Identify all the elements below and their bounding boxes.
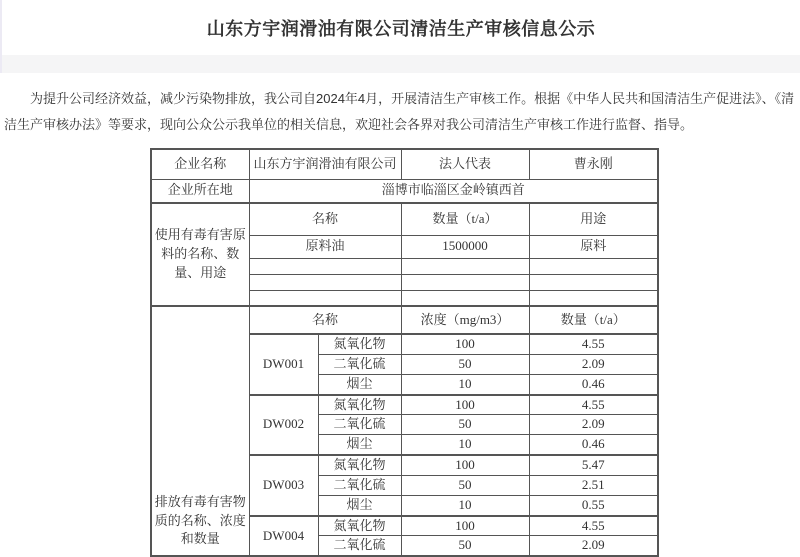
raw-material-name-cell (249, 274, 401, 290)
substance-cell: 二氧化硫 (318, 536, 401, 556)
outlet-id-cell: DW003 (249, 455, 318, 516)
qty-cell: 0.55 (529, 495, 658, 515)
qty-cell: 5.47 (529, 455, 658, 475)
raw-material-qty-cell (401, 258, 529, 274)
table-row (151, 203, 658, 235)
qty-cell: 2.09 (529, 354, 658, 374)
legal-rep-label-cell: 法人代表 (401, 149, 529, 179)
concentration-cell: 50 (401, 536, 529, 556)
concentration-cell: 100 (401, 516, 529, 536)
page-title: 山东方宇润滑油有限公司清洁生产审核信息公示 (206, 18, 596, 39)
substance-cell: 二氧化硫 (318, 415, 401, 435)
table-row (151, 179, 658, 203)
outlet-id-cell: DW004 (249, 516, 318, 557)
qty-cell: 0.46 (529, 435, 658, 455)
substance-cell: 氮氧化物 (318, 516, 401, 536)
substance-cell: 烟尘 (318, 495, 401, 515)
concentration-cell: 10 (401, 435, 529, 455)
qty-cell: 2.51 (529, 475, 658, 495)
raw-material-use-cell (529, 290, 658, 306)
raw-material-use-cell (529, 258, 658, 274)
emissions-col-name-cell: 名称 (249, 306, 401, 334)
location-label-cell: 企业所在地 (151, 179, 249, 203)
qty-cell: 2.09 (529, 415, 658, 435)
concentration-cell: 50 (401, 415, 529, 435)
raw-material-name-cell (249, 258, 401, 274)
concentration-cell: 10 (401, 495, 529, 515)
qty-cell: 0.46 (529, 374, 658, 394)
company-name-value-cell: 山东方宇润滑油有限公司 (249, 149, 401, 179)
raw-material-name-cell: 原料油 (249, 235, 401, 258)
raw-material-qty-cell (401, 290, 529, 306)
emissions-section-label-cell: 排放有毒有害物质的名称、浓度和数量 (151, 306, 249, 556)
header-divider-band (2, 55, 800, 73)
qty-cell: 4.55 (529, 516, 658, 536)
qty-cell: 2.09 (529, 536, 658, 556)
substance-cell: 二氧化硫 (318, 354, 401, 374)
substance-cell: 氮氧化物 (318, 334, 401, 354)
concentration-cell: 10 (401, 374, 529, 394)
location-value-cell: 淄博市临淄区金岭镇西首 (249, 179, 658, 203)
outlet-id-cell: DW002 (249, 395, 318, 456)
qty-cell: 4.55 (529, 334, 658, 354)
emissions-col-concentration-cell: 浓度（mg/m3） (401, 306, 529, 334)
concentration-cell: 50 (401, 354, 529, 374)
intro-paragraph: 为提升公司经济效益，减少污染物排放，我公司自2024年4月，开展清洁生产审核工作。根据《中华人民共和国清洁生产促进法》、《清洁生产审核办法》等要求，现向公众公示我单位的相关信息，欢迎社会各界对我公司清洁生产审核工作进行监督、指导。 (4, 91, 795, 132)
raw-materials-col-use-cell: 用途 (529, 203, 658, 235)
concentration-cell: 100 (401, 334, 529, 354)
company-name-label-cell: 企业名称 (151, 149, 249, 179)
substance-cell: 氮氧化物 (318, 395, 401, 415)
substance-cell: 氮氧化物 (318, 455, 401, 475)
substance-cell: 烟尘 (318, 374, 401, 394)
legal-rep-value-cell: 曹永刚 (529, 149, 658, 179)
concentration-cell: 50 (401, 475, 529, 495)
substance-cell: 烟尘 (318, 435, 401, 455)
qty-cell: 4.55 (529, 395, 658, 415)
substance-cell: 二氧化硫 (318, 475, 401, 495)
emissions-col-qty-cell: 数量（t/a） (529, 306, 658, 334)
raw-material-use-cell (529, 274, 658, 290)
page-header (0, 0, 800, 73)
concentration-cell: 100 (401, 395, 529, 415)
outlet-id-cell: DW001 (249, 334, 318, 395)
raw-materials-col-name-cell: 名称 (249, 203, 401, 235)
raw-material-qty-cell: 1500000 (401, 235, 529, 258)
raw-material-name-cell (249, 290, 401, 306)
disclosure-table (150, 148, 659, 557)
raw-materials-col-qty-cell: 数量（t/a） (401, 203, 529, 235)
concentration-cell: 100 (401, 455, 529, 475)
raw-materials-section-label-cell: 使用有毒有害原料的名称、数量、用途 (151, 203, 249, 306)
raw-material-qty-cell (401, 274, 529, 290)
table-row (151, 306, 658, 334)
raw-material-use-cell: 原料 (529, 235, 658, 258)
title-bar (2, 0, 800, 55)
table-row (151, 149, 658, 179)
